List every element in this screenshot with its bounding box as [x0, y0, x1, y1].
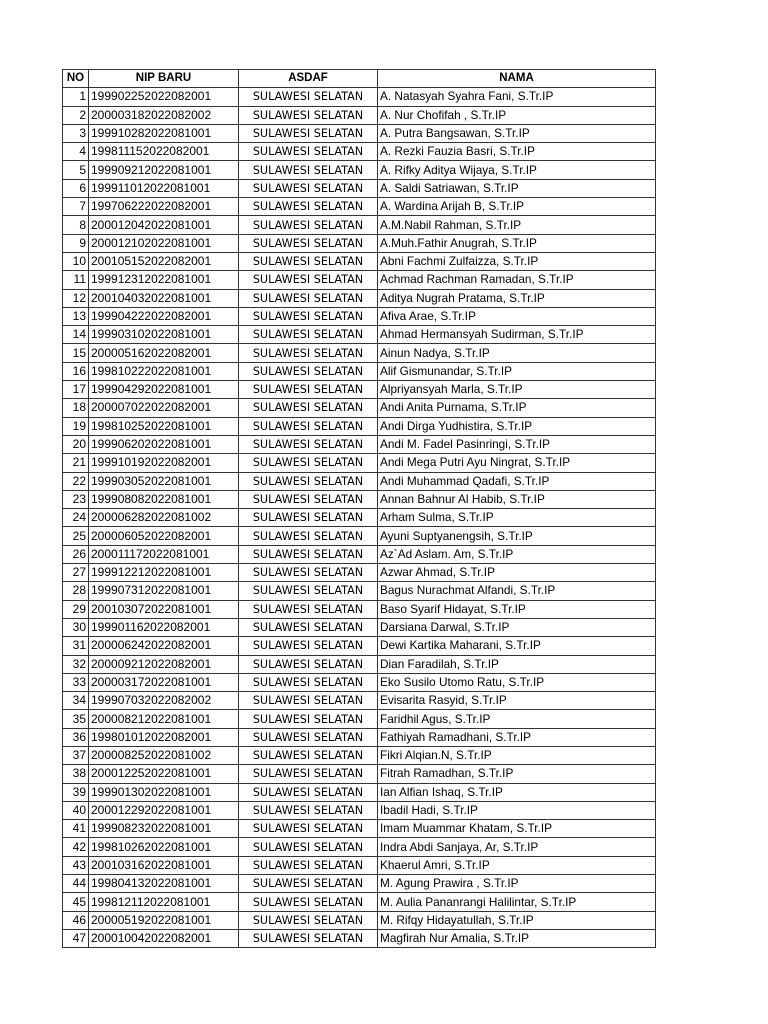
- cell-nama: Ahmad Hermansyah Sudirman, S.Tr.IP: [378, 326, 656, 344]
- cell-asdaf: SULAWESI SELATAN: [239, 435, 378, 453]
- cell-nip: 200104032022081001: [89, 289, 239, 307]
- cell-nama: Magfirah Nur Amalia, S.Tr.IP: [378, 929, 656, 947]
- cell-nip: 199911012022081001: [89, 179, 239, 197]
- cell-asdaf: SULAWESI SELATAN: [239, 124, 378, 142]
- cell-no: 20: [63, 435, 89, 453]
- cell-nip: 200003182022082002: [89, 106, 239, 124]
- cell-nip: 200012042022081001: [89, 216, 239, 234]
- cell-nip: 199908232022081001: [89, 820, 239, 838]
- cell-no: 16: [63, 362, 89, 380]
- cell-nip: 199910282022081001: [89, 124, 239, 142]
- cell-nama: Afiva Arae, S.Tr.IP: [378, 307, 656, 325]
- cell-asdaf: SULAWESI SELATAN: [239, 728, 378, 746]
- cell-asdaf: SULAWESI SELATAN: [239, 929, 378, 947]
- cell-nama: M. Aulia Pananrangi Halilintar, S.Tr.IP: [378, 893, 656, 911]
- cell-nip: 200105152022082001: [89, 252, 239, 270]
- cell-nama: A. Natasyah Syahra Fani, S.Tr.IP: [378, 88, 656, 106]
- cell-nip: 200103072022081001: [89, 600, 239, 618]
- cell-no: 5: [63, 161, 89, 179]
- cell-asdaf: SULAWESI SELATAN: [239, 417, 378, 435]
- cell-asdaf: SULAWESI SELATAN: [239, 564, 378, 582]
- table-row: [63, 893, 656, 911]
- cell-nama: Khaerul Amri, S.Tr.IP: [378, 856, 656, 874]
- cell-nip: 199804132022081001: [89, 875, 239, 893]
- cell-nip: 199906202022081001: [89, 435, 239, 453]
- cell-nama: Ibadil Hadi, S.Tr.IP: [378, 801, 656, 819]
- cell-no: 46: [63, 911, 89, 929]
- table-row: [63, 527, 656, 545]
- column-header-asdaf: ASDAF: [239, 70, 378, 88]
- cell-asdaf: SULAWESI SELATAN: [239, 472, 378, 490]
- table-row: [63, 801, 656, 819]
- table-row: [63, 728, 656, 746]
- cell-asdaf: SULAWESI SELATAN: [239, 289, 378, 307]
- column-header-nip: NIP BARU: [89, 70, 239, 88]
- cell-nip: 199810222022081001: [89, 362, 239, 380]
- cell-no: 37: [63, 746, 89, 764]
- cell-nama: Dian Faradilah, S.Tr.IP: [378, 655, 656, 673]
- cell-nama: Abni Fachmi Zulfaizza, S.Tr.IP: [378, 252, 656, 270]
- table-row: [63, 673, 656, 691]
- table-row: [63, 271, 656, 289]
- cell-no: 44: [63, 875, 89, 893]
- cell-asdaf: SULAWESI SELATAN: [239, 856, 378, 874]
- table-row: [63, 417, 656, 435]
- cell-asdaf: SULAWESI SELATAN: [239, 673, 378, 691]
- cell-nip: 199801012022082001: [89, 728, 239, 746]
- cell-asdaf: SULAWESI SELATAN: [239, 637, 378, 655]
- cell-asdaf: SULAWESI SELATAN: [239, 454, 378, 472]
- table-row: [63, 124, 656, 142]
- cell-nip: 199812112022081001: [89, 893, 239, 911]
- cell-no: 7: [63, 198, 89, 216]
- cell-no: 31: [63, 637, 89, 655]
- cell-no: 47: [63, 929, 89, 947]
- cell-no: 15: [63, 344, 89, 362]
- cell-nama: A. Rifky Aditya Wijaya, S.Tr.IP: [378, 161, 656, 179]
- cell-nip: 200010042022082001: [89, 929, 239, 947]
- cell-nip: 199706222022082001: [89, 198, 239, 216]
- table-row: [63, 564, 656, 582]
- cell-nip: 199903102022081001: [89, 326, 239, 344]
- table-row: [63, 472, 656, 490]
- cell-nip: 199907032022082002: [89, 692, 239, 710]
- cell-nama: Darsiana Darwal, S.Tr.IP: [378, 618, 656, 636]
- table-row: [63, 820, 656, 838]
- table-row: [63, 289, 656, 307]
- cell-nip: 199904222022082001: [89, 307, 239, 325]
- table-row: [63, 161, 656, 179]
- cell-nip: 199912212022081001: [89, 564, 239, 582]
- cell-nip: 199810252022081001: [89, 417, 239, 435]
- cell-no: 45: [63, 893, 89, 911]
- table-row: [63, 307, 656, 325]
- cell-nip: 200006242022082001: [89, 637, 239, 655]
- table-row: [63, 143, 656, 161]
- cell-nip: 199810262022081001: [89, 838, 239, 856]
- column-header-nama: NAMA: [378, 70, 656, 88]
- cell-nip: 199903052022081001: [89, 472, 239, 490]
- cell-no: 2: [63, 106, 89, 124]
- cell-nip: 199912312022081001: [89, 271, 239, 289]
- cell-nama: Ayuni Suptyanengsih, S.Tr.IP: [378, 527, 656, 545]
- roster-table: [62, 69, 656, 948]
- table-row: [63, 655, 656, 673]
- cell-asdaf: SULAWESI SELATAN: [239, 692, 378, 710]
- cell-no: 19: [63, 417, 89, 435]
- table-row: [63, 765, 656, 783]
- cell-nip: 200007022022082001: [89, 399, 239, 417]
- table-row: [63, 600, 656, 618]
- table-row: [63, 838, 656, 856]
- table-row: [63, 490, 656, 508]
- cell-nama: Andi M. Fadel Pasinringi, S.Tr.IP: [378, 435, 656, 453]
- cell-nip: 200005162022082001: [89, 344, 239, 362]
- cell-asdaf: SULAWESI SELATAN: [239, 618, 378, 636]
- table-row: [63, 252, 656, 270]
- cell-asdaf: SULAWESI SELATAN: [239, 362, 378, 380]
- cell-asdaf: SULAWESI SELATAN: [239, 399, 378, 417]
- table-row: [63, 637, 656, 655]
- table-row: [63, 746, 656, 764]
- table-row: [63, 783, 656, 801]
- cell-nama: Aditya Nugrah Pratama, S.Tr.IP: [378, 289, 656, 307]
- cell-nama: Arham Sulma, S.Tr.IP: [378, 509, 656, 527]
- cell-nama: Alpriyansyah Marla, S.Tr.IP: [378, 381, 656, 399]
- cell-nip: 199811152022082001: [89, 143, 239, 161]
- cell-nama: Ainun Nadya, S.Tr.IP: [378, 344, 656, 362]
- cell-nama: Az`Ad Aslam. Am, S.Tr.IP: [378, 545, 656, 563]
- cell-no: 30: [63, 618, 89, 636]
- cell-asdaf: SULAWESI SELATAN: [239, 875, 378, 893]
- cell-asdaf: SULAWESI SELATAN: [239, 765, 378, 783]
- table-row: [63, 710, 656, 728]
- cell-no: 6: [63, 179, 89, 197]
- cell-asdaf: SULAWESI SELATAN: [239, 252, 378, 270]
- table-row: [63, 929, 656, 947]
- cell-nama: M. Agung Prawira , S.Tr.IP: [378, 875, 656, 893]
- table-row: [63, 234, 656, 252]
- cell-asdaf: SULAWESI SELATAN: [239, 545, 378, 563]
- cell-asdaf: SULAWESI SELATAN: [239, 527, 378, 545]
- header-row: [63, 70, 656, 88]
- table-row: [63, 911, 656, 929]
- cell-nip: 199910192022082001: [89, 454, 239, 472]
- cell-nama: Achmad Rachman Ramadan, S.Tr.IP: [378, 271, 656, 289]
- cell-no: 24: [63, 509, 89, 527]
- cell-nip: 200011172022081001: [89, 545, 239, 563]
- cell-nama: Eko Susilo Utomo Ratu, S.Tr.IP: [378, 673, 656, 691]
- cell-nama: A. Rezki Fauzia Basri, S.Tr.IP: [378, 143, 656, 161]
- cell-no: 28: [63, 582, 89, 600]
- cell-asdaf: SULAWESI SELATAN: [239, 600, 378, 618]
- table-row: [63, 198, 656, 216]
- cell-nip: 200006282022081002: [89, 509, 239, 527]
- cell-nama: Bagus Nurachmat Alfandi, S.Tr.IP: [378, 582, 656, 600]
- cell-nama: Fathiyah Ramadhani, S.Tr.IP: [378, 728, 656, 746]
- cell-nip: 200006052022082001: [89, 527, 239, 545]
- cell-no: 29: [63, 600, 89, 618]
- cell-nip: 199909212022081001: [89, 161, 239, 179]
- cell-no: 33: [63, 673, 89, 691]
- table-row: [63, 179, 656, 197]
- cell-no: 26: [63, 545, 89, 563]
- cell-nama: A. Nur Chofifah , S.Tr.IP: [378, 106, 656, 124]
- table-row: [63, 381, 656, 399]
- cell-no: 35: [63, 710, 89, 728]
- table-row: [63, 362, 656, 380]
- cell-no: 3: [63, 124, 89, 142]
- cell-nama: Dewi Kartika Maharani, S.Tr.IP: [378, 637, 656, 655]
- table-row: [63, 88, 656, 106]
- cell-no: 17: [63, 381, 89, 399]
- cell-nama: Imam Muammar Khatam, S.Tr.IP: [378, 820, 656, 838]
- table-row: [63, 106, 656, 124]
- cell-no: 23: [63, 490, 89, 508]
- cell-nip: 199901162022082001: [89, 618, 239, 636]
- table-row: [63, 692, 656, 710]
- cell-nama: Andi Anita Purnama, S.Tr.IP: [378, 399, 656, 417]
- cell-no: 42: [63, 838, 89, 856]
- cell-no: 39: [63, 783, 89, 801]
- table-row: [63, 545, 656, 563]
- cell-nama: A. Wardina Arijah B, S.Tr.IP: [378, 198, 656, 216]
- table-body: [63, 88, 656, 948]
- cell-nama: Andi Dirga Yudhistira, S.Tr.IP: [378, 417, 656, 435]
- cell-asdaf: SULAWESI SELATAN: [239, 893, 378, 911]
- cell-nip: 199908082022081001: [89, 490, 239, 508]
- cell-asdaf: SULAWESI SELATAN: [239, 271, 378, 289]
- cell-asdaf: SULAWESI SELATAN: [239, 143, 378, 161]
- cell-no: 34: [63, 692, 89, 710]
- cell-nama: Faridhil Agus, S.Tr.IP: [378, 710, 656, 728]
- cell-no: 40: [63, 801, 89, 819]
- cell-nip: 200009212022082001: [89, 655, 239, 673]
- cell-no: 32: [63, 655, 89, 673]
- table-row: [63, 454, 656, 472]
- cell-nama: A. Saldi Satriawan, S.Tr.IP: [378, 179, 656, 197]
- cell-nama: M. Rifqy Hidayatullah, S.Tr.IP: [378, 911, 656, 929]
- cell-nip: 200008252022081002: [89, 746, 239, 764]
- table-row: [63, 326, 656, 344]
- cell-no: 21: [63, 454, 89, 472]
- cell-asdaf: SULAWESI SELATAN: [239, 88, 378, 106]
- cell-asdaf: SULAWESI SELATAN: [239, 746, 378, 764]
- cell-nip: 200103162022081001: [89, 856, 239, 874]
- cell-asdaf: SULAWESI SELATAN: [239, 582, 378, 600]
- column-header-no: NO: [63, 70, 89, 88]
- cell-asdaf: SULAWESI SELATAN: [239, 216, 378, 234]
- cell-nama: Andi Muhammad Qadafi, S.Tr.IP: [378, 472, 656, 490]
- cell-no: 11: [63, 271, 89, 289]
- cell-no: 1: [63, 88, 89, 106]
- table-row: [63, 856, 656, 874]
- table-row: [63, 509, 656, 527]
- cell-nama: Annan Bahnur Al Habib, S.Tr.IP: [378, 490, 656, 508]
- table-row: [63, 216, 656, 234]
- cell-nama: Azwar Ahmad, S.Tr.IP: [378, 564, 656, 582]
- cell-no: 27: [63, 564, 89, 582]
- table-row: [63, 399, 656, 417]
- cell-no: 10: [63, 252, 89, 270]
- cell-asdaf: SULAWESI SELATAN: [239, 655, 378, 673]
- cell-no: 38: [63, 765, 89, 783]
- cell-asdaf: SULAWESI SELATAN: [239, 783, 378, 801]
- cell-asdaf: SULAWESI SELATAN: [239, 307, 378, 325]
- cell-no: 41: [63, 820, 89, 838]
- table-row: [63, 435, 656, 453]
- cell-nama: Fikri Alqian.N, S.Tr.IP: [378, 746, 656, 764]
- cell-no: 18: [63, 399, 89, 417]
- cell-nama: Ian Alfian Ishaq, S.Tr.IP: [378, 783, 656, 801]
- cell-no: 13: [63, 307, 89, 325]
- cell-no: 12: [63, 289, 89, 307]
- cell-asdaf: SULAWESI SELATAN: [239, 710, 378, 728]
- cell-nip: 199904292022081001: [89, 381, 239, 399]
- cell-asdaf: SULAWESI SELATAN: [239, 344, 378, 362]
- cell-nama: Alif Gismunandar, S.Tr.IP: [378, 362, 656, 380]
- cell-nip: 200012252022081001: [89, 765, 239, 783]
- table-row: [63, 344, 656, 362]
- cell-no: 43: [63, 856, 89, 874]
- cell-nama: Andi Mega Putri Ayu Ningrat, S.Tr.IP: [378, 454, 656, 472]
- cell-nip: 199902252022082001: [89, 88, 239, 106]
- cell-nama: Evisarita Rasyid, S.Tr.IP: [378, 692, 656, 710]
- cell-asdaf: SULAWESI SELATAN: [239, 198, 378, 216]
- cell-nama: A.Muh.Fathir Anugrah, S.Tr.IP: [378, 234, 656, 252]
- cell-asdaf: SULAWESI SELATAN: [239, 838, 378, 856]
- table-row: [63, 875, 656, 893]
- cell-asdaf: SULAWESI SELATAN: [239, 381, 378, 399]
- table-row: [63, 582, 656, 600]
- cell-asdaf: SULAWESI SELATAN: [239, 490, 378, 508]
- cell-no: 9: [63, 234, 89, 252]
- cell-no: 25: [63, 527, 89, 545]
- cell-nip: 200005192022081001: [89, 911, 239, 929]
- cell-nip: 200003172022081001: [89, 673, 239, 691]
- cell-nip: 200012102022081001: [89, 234, 239, 252]
- cell-no: 14: [63, 326, 89, 344]
- cell-nip: 199901302022081001: [89, 783, 239, 801]
- cell-nama: A.M.Nabil Rahman, S.Tr.IP: [378, 216, 656, 234]
- cell-asdaf: SULAWESI SELATAN: [239, 106, 378, 124]
- cell-nama: A. Putra Bangsawan, S.Tr.IP: [378, 124, 656, 142]
- cell-nama: Indra Abdi Sanjaya, Ar, S.Tr.IP: [378, 838, 656, 856]
- table-row: [63, 618, 656, 636]
- cell-nip: 200012292022081001: [89, 801, 239, 819]
- cell-asdaf: SULAWESI SELATAN: [239, 179, 378, 197]
- cell-asdaf: SULAWESI SELATAN: [239, 234, 378, 252]
- cell-asdaf: SULAWESI SELATAN: [239, 509, 378, 527]
- cell-no: 36: [63, 728, 89, 746]
- cell-no: 22: [63, 472, 89, 490]
- cell-nama: Baso Syarif Hidayat, S.Tr.IP: [378, 600, 656, 618]
- cell-asdaf: SULAWESI SELATAN: [239, 161, 378, 179]
- cell-asdaf: SULAWESI SELATAN: [239, 326, 378, 344]
- cell-asdaf: SULAWESI SELATAN: [239, 911, 378, 929]
- cell-no: 8: [63, 216, 89, 234]
- cell-nama: Fitrah Ramadhan, S.Tr.IP: [378, 765, 656, 783]
- cell-nip: 199907312022081001: [89, 582, 239, 600]
- cell-nip: 200008212022081001: [89, 710, 239, 728]
- cell-asdaf: SULAWESI SELATAN: [239, 801, 378, 819]
- cell-no: 4: [63, 143, 89, 161]
- cell-asdaf: SULAWESI SELATAN: [239, 820, 378, 838]
